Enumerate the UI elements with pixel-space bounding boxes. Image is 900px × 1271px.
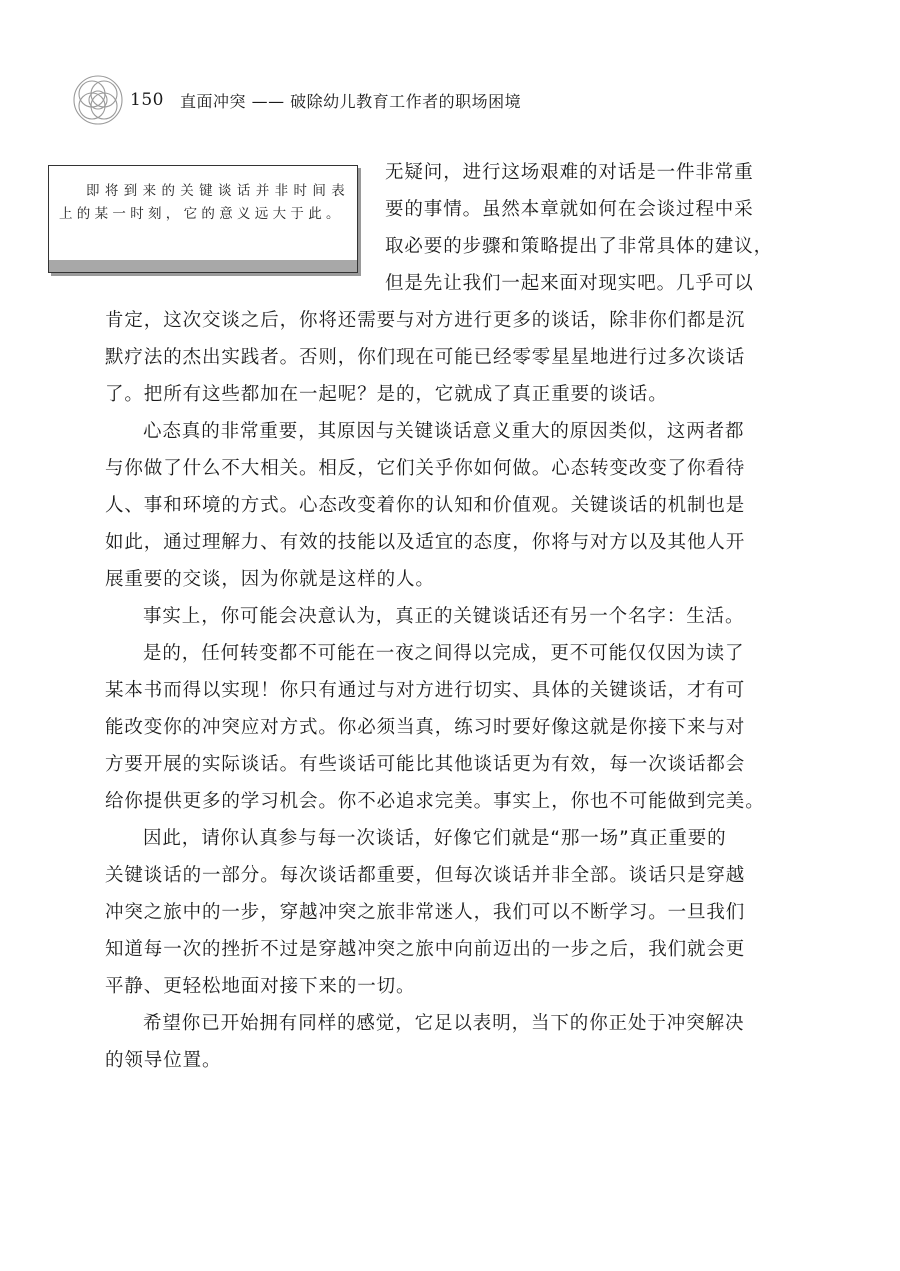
page-number: 150 — [130, 90, 164, 110]
text-line: 人、事和环境的方式。心态改变着你的认知和价值观。关键谈话的机制也是 — [105, 495, 746, 516]
text-line: 因此，请你认真参与每一次谈话，好像它们就是“那一场”真正重要的 — [143, 828, 727, 849]
text-line: 与你做了什么不大相关。相反，它们关乎你如何做。心态转变改变了你看待 — [105, 458, 746, 479]
text-line: 肯定，这次交谈之后，你将还需要与对方进行更多的谈话，除非你们都是沉 — [105, 310, 746, 331]
text-line: 能改变你的冲突应对方式。你必须当真，练习时要好像这就是你接下来与对 — [105, 717, 746, 738]
text-line: 知道每一次的挫折不过是穿越冲突之旅中向前迈出的一步之后，我们就会更 — [105, 939, 746, 960]
text-line: 但是先让我们一起来面对现实吧。几乎可以 — [385, 273, 754, 294]
text-line: 平静、更轻松地面对接下来的一切。 — [105, 976, 416, 997]
text-line: 事实上，你可能会决意认为，真正的关键谈话还有另一个名字：生活。 — [143, 606, 745, 627]
text-line: 默疗法的杰出实践者。否则，你们现在可能已经零零星星地进行过多次谈话 — [105, 347, 746, 368]
text-line: 了。把所有这些都加在一起呢？是的，它就成了真正重要的谈话。 — [105, 384, 668, 405]
pull-quote-text: 即将到来的关键谈话并非时间表上的某一时刻，它的意义远大于此。 — [59, 183, 349, 222]
running-title: 直面冲突 —— 破除幼儿教育工作者的职场困境 — [180, 92, 522, 111]
text-line: 希望你已开始拥有同样的感觉，它足以表明，当下的你正处于冲突解决 — [143, 1013, 745, 1034]
text-line: 关键谈话的一部分。每次谈话都重要，但每次谈话并非全部。谈话只是穿越 — [105, 865, 746, 886]
text-line: 无疑问，进行这场艰难的对话是一件非常重 — [385, 162, 754, 183]
text-line: 心态真的非常重要，其原因与关键谈话意义重大的原因类似，这两者都 — [143, 421, 745, 442]
text-line: 取必要的步骤和策略提出了非常具体的建议， — [385, 236, 774, 257]
text-line: 是的，任何转变都不可能在一夜之间得以完成，更不可能仅仅因为读了 — [143, 643, 745, 664]
text-line: 方要开展的实际谈话。有些谈话可能比其他谈话更为有效，每一次谈话都会 — [105, 754, 746, 775]
text-line: 要的事情。虽然本章就如何在会谈过程中采 — [385, 199, 754, 220]
text-line: 的领导位置。 — [105, 1050, 222, 1071]
text-line: 冲突之旅中的一步，穿越冲突之旅非常迷人，我们可以不断学习。一旦我们 — [105, 902, 746, 923]
text-line: 如此，通过理解力、有效的技能以及适宜的态度，你将与对方以及其他人开 — [105, 532, 746, 553]
text-line: 展重要的交谈，因为你就是这样的人。 — [105, 569, 435, 590]
text-line: 某本书而得以实现！你只有通过与对方进行切实、具体的关键谈话，才有可 — [105, 680, 746, 701]
text-line: 给你提供更多的学习机会。你不必追求完美。事实上，你也不可能做到完美。 — [105, 791, 765, 812]
